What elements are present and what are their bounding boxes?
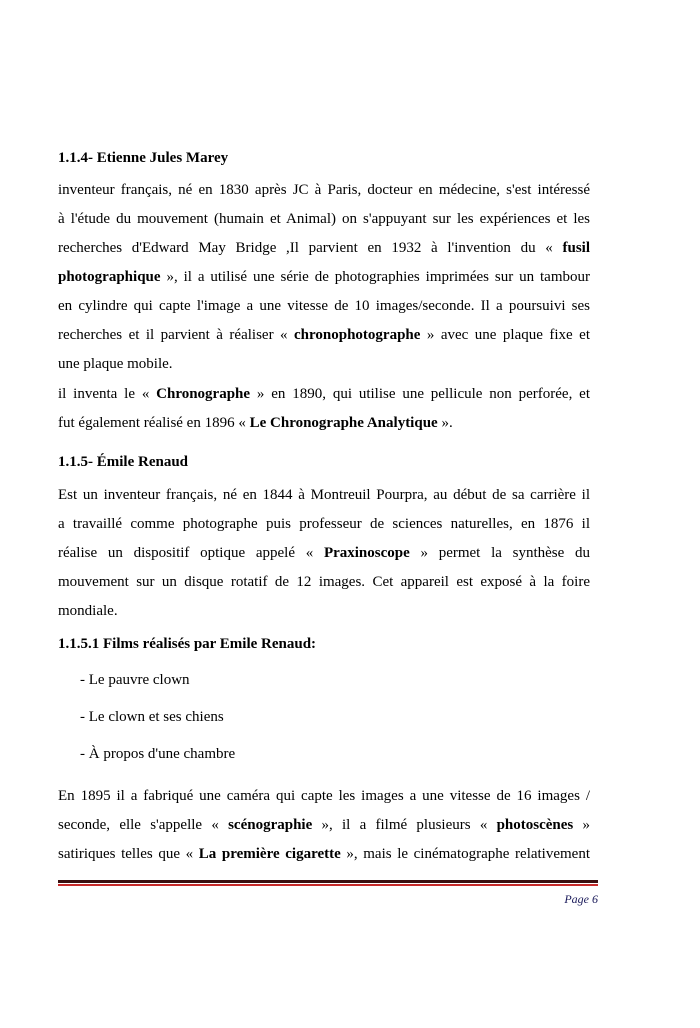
list-item: - À propos d'une chambre	[80, 746, 236, 762]
text-line: inventeur français, né en 1830 après JC à Paris, docteur en médecine, s'est intéressé	[58, 182, 590, 198]
section-heading: 1.1.4- Etienne Jules Marey	[58, 150, 229, 166]
bold-term: photographique	[58, 269, 161, 285]
bold-term: Chronographe	[156, 386, 251, 402]
text-line: Est un inventeur français, né en 1844 à Montreuil Pourpra, au début de sa carrière il	[58, 487, 590, 503]
section-heading: 1.1.5.1 Films réalisés par Emile Renaud:	[58, 636, 317, 652]
text-line: mondiale.	[58, 603, 118, 619]
text-line: fut également réalisé en 1896 « Le Chronographe Analytique ».	[58, 415, 453, 431]
page-number: Page 6	[564, 892, 598, 906]
text-line: en cylindre qui capte l'image a une vitesse de 10 images/seconde. Il a poursuivi ses	[58, 298, 590, 314]
footer-rule-red	[58, 884, 598, 886]
text-line: seconde, elle s'appelle « scénographie », il a filmé plusieurs « photoscènes »	[58, 817, 591, 833]
bold-term: Praxinoscope	[323, 545, 410, 561]
bold-term: photoscènes	[496, 817, 574, 833]
text-line: photographique », il a utilisé une série de photographies imprimées sur un tambour	[58, 269, 590, 285]
footer-rule-dark	[58, 880, 598, 883]
text-line: réalise un dispositif optique appelé « Praxinoscope » permet la synthèse du	[58, 545, 590, 561]
text-line: a travaillé comme photographe puis professeur de sciences naturelles, en 1876 il	[58, 516, 590, 532]
bold-term: scénographie	[228, 817, 313, 833]
text-line: il inventa le « Chronographe » en 1890, qui utilise une pellicule non perforée, et	[58, 386, 590, 402]
list-item: - Le pauvre clown	[80, 672, 190, 688]
text-line: à l'étude du mouvement (humain et Animal) on s'appuyant sur les expériences et les	[58, 211, 590, 227]
bold-term: fusil	[562, 240, 590, 256]
list-item: - Le clown et ses chiens	[80, 709, 224, 725]
bold-term: Le Chronographe Analytique	[249, 415, 438, 431]
section-heading: 1.1.5- Émile Renaud	[58, 454, 189, 470]
bold-term: chronophotographe	[294, 327, 421, 343]
text-line: recherches d'Edward May Bridge ,Il parvient en 1932 à l'invention du « fusil	[58, 240, 590, 256]
text-line: satiriques telles que « La première cigarette », mais le cinématographe relativement	[58, 846, 591, 862]
text-line: En 1895 il a fabriqué une caméra qui capte les images a une vitesse de 16 images /	[58, 788, 590, 804]
text-line: recherches et il parvient à réaliser « chronophotographe » avec une plaque fixe et	[58, 327, 590, 343]
text-line: une plaque mobile.	[58, 356, 173, 372]
bold-term: La première cigarette	[198, 846, 341, 862]
text-line: mouvement sur un disque rotatif de 12 images. Cet appareil est exposé à la foire	[58, 574, 590, 590]
